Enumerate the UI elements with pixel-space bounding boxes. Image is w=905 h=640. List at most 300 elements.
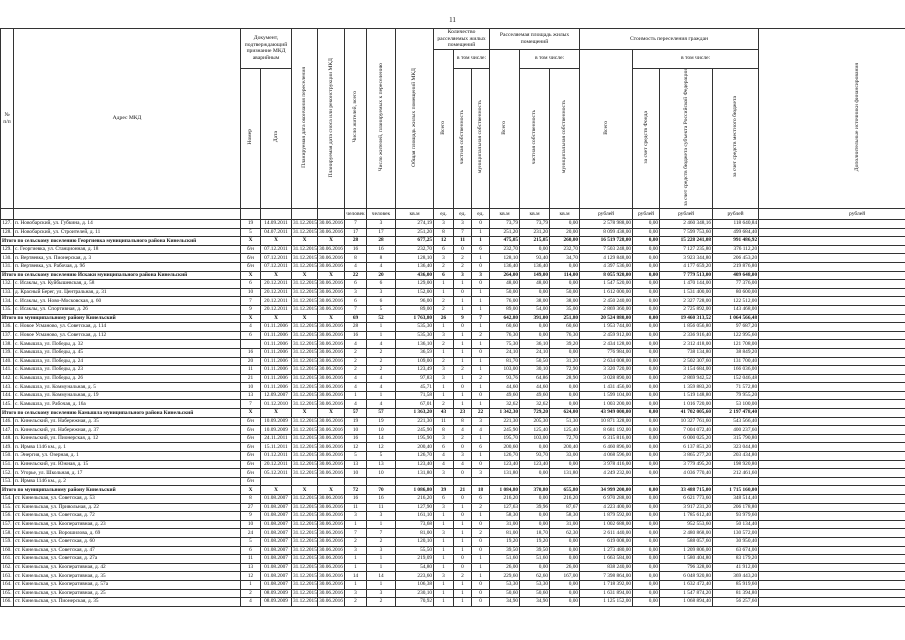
- table-row: [1, 383, 905, 392]
- cell-vl: 203 434,80: [713, 452, 759, 461]
- cell-date: 04.07.2011: [261, 228, 292, 237]
- cell-pe: 31.12.2015: [293, 555, 317, 562]
- cell-cp: 1: [454, 400, 472, 409]
- cell-v: 7 398 864,00: [580, 572, 633, 581]
- cell-doc: 4: [241, 598, 261, 607]
- cell-ta: 73,68: [396, 520, 434, 529]
- cell-sm: 260,00: [550, 237, 580, 246]
- cell-s: 128,10: [490, 254, 520, 263]
- cell-sm: 20,00: [550, 228, 580, 237]
- table-row: [1, 340, 905, 349]
- cell-vr: 15 228 241,08: [660, 237, 713, 246]
- cell-n: 161.: [2, 555, 12, 562]
- cell-vl: 206 178,80: [713, 503, 759, 512]
- cell-sp: 125,40: [520, 426, 550, 435]
- cell-cp: 1: [454, 331, 472, 340]
- cell-a: с. Исаклы, ул. Спортивная, д. 26: [14, 305, 241, 314]
- cell-vl: 71 572,80: [713, 383, 759, 392]
- cell-v: 34 999 200,00: [580, 486, 633, 495]
- cell-sp: 0,00: [520, 245, 550, 254]
- cell-vl: 97 687,20: [713, 323, 759, 332]
- cell-v: 10 871 328,00: [580, 417, 633, 426]
- table-row: [1, 555, 905, 564]
- cell-vl: 400 237,60: [713, 426, 759, 435]
- cell-c: 6: [434, 271, 454, 280]
- table-row: [1, 529, 905, 538]
- cell-pe: 31.12.2015: [293, 297, 317, 304]
- cell-s: 1 084,80: [490, 486, 520, 495]
- table-row: [1, 228, 905, 237]
- cell-vl: 206 453,20: [713, 254, 759, 263]
- cell-r2: 3: [367, 220, 396, 229]
- cell-vf: 0,00: [633, 323, 660, 332]
- cell-pe: 31.12.2015: [293, 280, 317, 287]
- cell-doc: 19: [241, 220, 261, 229]
- cell-r2: 2: [367, 357, 396, 366]
- cell-sm: 58,30: [550, 512, 580, 521]
- cell-r2: 28: [367, 237, 396, 246]
- cell-ve: [759, 434, 905, 443]
- cell-vr: 3 865 277,20: [660, 452, 713, 461]
- cell-r1: 3: [345, 589, 367, 598]
- cell-v: 4 129 848,00: [580, 254, 633, 263]
- cell-s: 229,60: [490, 572, 520, 581]
- cell-vr: 738 134,80: [660, 348, 713, 357]
- cell-vl: 1 064 566,48: [713, 314, 759, 323]
- cell-vf: 0,00: [633, 340, 660, 349]
- cell-date: 01.08.2007: [261, 572, 292, 581]
- cell-date: [261, 477, 292, 486]
- table-row: [1, 374, 905, 383]
- cell-r2: 4: [367, 340, 396, 349]
- col-count-total: Всего: [434, 49, 454, 209]
- cell-vf: 0,00: [633, 271, 660, 280]
- cell-cm: 1: [472, 340, 490, 349]
- cell-vf: 0,00: [633, 443, 660, 452]
- col-count-private: частная собственность: [454, 68, 472, 209]
- cell-r2: 52: [367, 314, 396, 323]
- cell-n: 133.: [2, 289, 12, 296]
- cell-sp: 93,70: [520, 452, 550, 461]
- cell-cm: 0: [472, 546, 490, 555]
- cell-vr: 796 328,00: [660, 563, 713, 572]
- cell-cm: 2: [472, 503, 490, 512]
- cell-pe: 31.12.2015: [293, 546, 317, 553]
- cell-v: 1 631 894,00: [580, 589, 633, 598]
- cell-r1: 72: [345, 486, 367, 495]
- cell-doc: 21: [241, 374, 261, 383]
- cell-v: 1 663 584,00: [580, 555, 633, 564]
- cell-c: 2: [434, 305, 454, 314]
- cell-sp: [520, 477, 550, 486]
- cell-sp: 62,60: [520, 572, 550, 581]
- cell-sm: 31,20: [550, 357, 580, 366]
- cell-ve: [759, 443, 905, 452]
- cell-a: п. Угорье, ул. Школьная, д. 17: [14, 469, 241, 478]
- cell-s: 103,00: [490, 366, 520, 375]
- cell-pd: 30.06.2016: [319, 383, 343, 390]
- cell-ta: 535,30: [396, 323, 434, 332]
- cell-v: 4 249 232,00: [580, 469, 633, 478]
- cell-doc: 10: [241, 520, 261, 529]
- cell-cp: 0: [454, 495, 472, 504]
- cell-ta: 245,90: [396, 426, 434, 435]
- cell-s: 75,30: [490, 340, 520, 349]
- cell-r2: 8: [367, 254, 396, 263]
- cell-r2: 17: [367, 228, 396, 237]
- cell-sp: 93,40: [520, 254, 550, 263]
- cell-ve: [759, 495, 905, 504]
- cell-vl: 212 461,60: [713, 469, 759, 478]
- cell-cp: 1: [454, 348, 472, 357]
- cell-vl: 348 514,40: [713, 495, 759, 504]
- col-residents: Число жителей, всего: [345, 29, 367, 209]
- cell-vl: 409 648,00: [713, 271, 759, 280]
- cell-a: п. Ирмва 1146 км., д. 2: [14, 477, 241, 486]
- cell-pe: 31.12.2015: [293, 289, 317, 296]
- cell-a: с. Камышла, ул. Победы, д. 23: [14, 366, 241, 375]
- cell-v: 1 612 000,00: [580, 288, 633, 297]
- subtotal-row: [1, 237, 905, 246]
- cell-cm: 1: [472, 228, 490, 237]
- cell-s: [490, 477, 520, 486]
- cell-vf: 0,00: [633, 331, 660, 340]
- cell-vf: 0,00: [633, 580, 660, 589]
- cell-cm: 0: [472, 280, 490, 289]
- cell-vl: 80 600,00: [713, 288, 759, 297]
- col-total-area: Общая площадь жилых помещений МКД: [396, 29, 434, 209]
- cell-ta: 96,00: [396, 297, 434, 306]
- cell-sp: 36,10: [520, 340, 550, 349]
- cell-date: 01.08.2007: [261, 495, 292, 504]
- cell-r2: 14: [367, 572, 396, 581]
- cell-ve: [759, 555, 905, 564]
- cell-vl: 143 468,00: [713, 305, 759, 314]
- cell-n: 134.: [2, 297, 12, 304]
- cell-r1: 16: [345, 331, 367, 340]
- cell-pd: 30.06.2016: [319, 460, 343, 467]
- cell-pe: 31.12.2015: [293, 581, 317, 588]
- cell-r2: 12: [367, 443, 396, 452]
- cell-cm: 1: [472, 323, 490, 332]
- cell-s: 264,00: [490, 271, 520, 280]
- cell-n: 150.: [2, 452, 12, 459]
- cell-r2: 3: [367, 589, 396, 598]
- cell-r2: 5: [367, 305, 396, 314]
- cell-date: 01.08.2007: [261, 580, 292, 589]
- cell-pe: 31.12.2015: [293, 357, 317, 364]
- cell-vl: 118 640,84: [713, 220, 759, 229]
- cell-cm: 0: [472, 391, 490, 400]
- cell-pd: 30.06.2016: [319, 340, 343, 347]
- cell-vr: 3 923 344,80: [660, 254, 713, 263]
- cell-cp: 1: [454, 546, 472, 555]
- cell-vf: [633, 477, 660, 486]
- cell-sp: 30,10: [520, 366, 550, 375]
- cell-r1: 28: [345, 323, 367, 332]
- cell-vl: 543 566,40: [713, 417, 759, 426]
- cell-cm: 0: [472, 220, 490, 229]
- cell-cm: 3: [472, 469, 490, 478]
- cell-n: 165.: [2, 589, 12, 596]
- cell-r1: 14: [345, 572, 367, 581]
- cell-doc: б/н: [241, 245, 261, 254]
- cell-sp: 729,20: [520, 409, 550, 418]
- cell-r1: 69: [345, 314, 367, 323]
- cell-sp: 215,05: [520, 237, 550, 246]
- cell-sm: 0,00: [550, 400, 580, 409]
- cell-v: 8 681 192,00: [580, 426, 633, 435]
- cell-vr: 1 531 400,00: [660, 288, 713, 297]
- cell-a: ст. Кинельская, ул. Советская, д. 53: [14, 495, 241, 504]
- cell-n: 144.: [2, 392, 12, 399]
- cell-n: 146.: [2, 417, 12, 424]
- cell-vf: 0,00: [633, 529, 660, 538]
- cell-r2: 11: [367, 503, 396, 512]
- cell-s: 81,70: [490, 357, 520, 366]
- cell-doc: 12: [241, 572, 261, 581]
- cell-r2: 1: [367, 520, 396, 529]
- cell-r2: 4: [367, 374, 396, 383]
- cell-ve: [759, 323, 905, 332]
- cell-s: 53,30: [490, 580, 520, 589]
- cell-pd: 30.06.2016: [319, 280, 343, 287]
- cell-r1: 17: [345, 228, 367, 237]
- cell-cp: 7: [454, 228, 472, 237]
- cell-cm: 0: [472, 262, 490, 271]
- cell-pe: 31.12.2015: [293, 392, 317, 399]
- cell-vr: 1 580 404,80: [660, 555, 713, 564]
- cell-doc: X: [241, 314, 261, 323]
- cell-date: 01.11.2006: [261, 366, 292, 375]
- cell-r1: 2: [345, 537, 367, 546]
- cell-ve: [759, 348, 905, 357]
- cell-v: 838 240,00: [580, 563, 633, 572]
- cell-a: п. Вертяевка, ул. Пионерская, д. 3: [14, 254, 241, 263]
- cell-cm: 0: [472, 348, 490, 357]
- cell-vr: 7 779 513,00: [660, 271, 713, 280]
- cell-c: 6: [434, 443, 454, 452]
- table-row: [1, 477, 905, 486]
- cell-sm: 76,30: [550, 331, 580, 340]
- cell-c: 6: [434, 245, 454, 254]
- cell-ve: [759, 280, 905, 289]
- cell-cm: 1: [472, 555, 490, 564]
- cell-ta: 67,01: [396, 400, 434, 409]
- cell-vf: 0,00: [633, 314, 660, 323]
- cell-vr: 33 488 715,00: [660, 486, 713, 495]
- cell-s: 475,05: [490, 237, 520, 246]
- cell-ve: [759, 520, 905, 529]
- cell-cm: 1: [472, 452, 490, 461]
- cell-c: 1: [434, 555, 454, 564]
- cell-date: 01.11.2006: [261, 383, 292, 392]
- cell-cp: 1: [454, 340, 472, 349]
- cell-cp: 0: [454, 469, 472, 478]
- cell-ta: 1 086,80: [396, 486, 434, 495]
- cell-ta: 152,00: [396, 288, 434, 297]
- cell-vf: 0,00: [633, 434, 660, 443]
- cell-cm: 1: [472, 400, 490, 409]
- cell-vf: 0,00: [633, 452, 660, 461]
- cell-sp: 0,00: [520, 331, 550, 340]
- cell-v: [580, 477, 633, 486]
- cell-sm: 0,00: [550, 546, 580, 555]
- cell-s: 245,90: [490, 426, 520, 435]
- cell-cp: 3: [454, 220, 472, 229]
- cell-pd: 30.06.2016: [319, 289, 343, 296]
- cell-r1: 19: [345, 417, 367, 426]
- cell-ta: 123,40: [396, 460, 434, 469]
- cell-r2: 16: [367, 495, 396, 504]
- cell-cp: 11: [454, 237, 472, 246]
- cell-s: 60,60: [490, 323, 520, 332]
- cell-ta: [396, 477, 434, 486]
- table-row: [1, 280, 905, 289]
- col-doc-date: Дата: [261, 68, 292, 209]
- subtotal-row: [1, 271, 905, 280]
- cell-sm: 60,60: [550, 323, 580, 332]
- cell-vf: 0,00: [633, 417, 660, 426]
- cell-ta: 55,50: [396, 546, 434, 555]
- cell-n: 156.: [2, 512, 12, 519]
- cell-c: 4: [434, 452, 454, 461]
- cell-ve: [759, 460, 905, 469]
- cell-vr: 1 209 806,00: [660, 546, 713, 555]
- cell-n: 155.: [2, 503, 12, 510]
- cell-ta: 123,49: [396, 366, 434, 375]
- cell-ta: 161,10: [396, 512, 434, 521]
- cell-cm: 1: [472, 305, 490, 314]
- cell-c: 3: [434, 254, 454, 263]
- cell-r1: 3: [345, 288, 367, 297]
- cell-pd: 30.06.2016: [319, 357, 343, 364]
- cell-ve: [759, 271, 905, 280]
- cell-pd: 30.06.2016: [319, 503, 343, 510]
- cell-pd: 30.06.2016: [319, 366, 343, 373]
- table-row: [1, 503, 905, 512]
- cell-pe: 31.12.2015: [293, 598, 317, 605]
- cell-n: 138.: [2, 340, 12, 347]
- cell-v: 1 953 744,00: [580, 323, 633, 332]
- table-row: [1, 537, 905, 546]
- cell-doc: 20: [241, 357, 261, 366]
- cell-vr: 6 621 773,60: [660, 495, 713, 504]
- cell-ve: [759, 366, 905, 375]
- cell-c: 1: [434, 391, 454, 400]
- cell-a: п. Ирмва 1146 км., д. 1: [14, 443, 241, 452]
- cell-ve: [759, 340, 905, 349]
- cell-ve: [759, 220, 905, 229]
- cell-cm: 1: [472, 297, 490, 306]
- cell-r1: 7: [345, 305, 367, 314]
- cell-vf: 0,00: [633, 460, 660, 469]
- cell-cm: 0: [472, 520, 490, 529]
- cell-vl: [713, 477, 759, 486]
- cell-vr: 1 359 883,20: [660, 383, 713, 392]
- cell-doc: б/н: [241, 434, 261, 443]
- cell-vf: 0,00: [633, 520, 660, 529]
- cell-ve: [759, 477, 905, 486]
- cell-vf: 0,00: [633, 220, 660, 229]
- cell-n: 154.: [2, 495, 12, 502]
- cell-r1: 7: [345, 220, 367, 229]
- cell-s: 221,30: [490, 417, 520, 426]
- cell-pd: 30.06.2016: [319, 598, 343, 605]
- cell-cm: 1: [472, 366, 490, 375]
- table-row: [1, 331, 905, 340]
- cell-r2: 20: [367, 271, 396, 280]
- cell-pd: X: [318, 486, 345, 495]
- col-count-group: Количество расселяемых жилых помещений: [434, 29, 490, 50]
- cell-r2: 3: [367, 512, 396, 521]
- cell-a: п. Кинельский, ул. Южная, д. 15: [14, 460, 241, 469]
- cell-v: 7 503 248,00: [580, 245, 633, 254]
- cell-c: 1: [434, 589, 454, 598]
- cell-v: 1 718 392,00: [580, 580, 633, 589]
- cell-a: ст. Кинельская, ул. Кооперативная, д. 25: [14, 589, 241, 598]
- cell-c: 1: [434, 580, 454, 589]
- cell-r1: [345, 477, 367, 486]
- cell-r2: 3: [367, 546, 396, 555]
- cell-vr: 1 016 720,00: [660, 400, 713, 409]
- cell-ve: [759, 305, 905, 314]
- cell-sm: 26,00: [550, 563, 580, 572]
- subtotal-title: Итого по муниципальному району Кинельский: [1, 314, 241, 323]
- cell-pe: X: [292, 237, 318, 246]
- cell-date: X: [261, 237, 292, 246]
- table-row: [1, 254, 905, 263]
- cell-ta: 106,38: [396, 580, 434, 589]
- cell-vr: 1 068 894,40: [660, 598, 713, 607]
- cell-n: 143.: [2, 383, 12, 390]
- cell-doc: 10: [241, 383, 261, 392]
- cell-n: 159.: [2, 538, 12, 545]
- table-row: [1, 323, 905, 332]
- cell-v: 1 547 520,00: [580, 280, 633, 289]
- cell-vf: 0,00: [633, 555, 660, 564]
- cell-vf: 0,00: [633, 305, 660, 314]
- cell-v: 8 099 438,00: [580, 228, 633, 237]
- cell-date: 07.12.2011: [261, 262, 292, 271]
- cell-n: 129.: [2, 246, 12, 253]
- cell-vr: [660, 477, 713, 486]
- cell-cp: 1: [454, 598, 472, 607]
- cell-a: п. Вертяевка, ул. Рабочая, д. 9б: [14, 262, 241, 271]
- cell-vr: 1 470 144,00: [660, 280, 713, 289]
- cell-r2: [367, 477, 396, 486]
- col-area-private: частная собственность: [520, 68, 550, 209]
- cell-n: 152.: [2, 469, 12, 476]
- cell-c: 43: [434, 409, 454, 418]
- cell-vr: 6 048 920,80: [660, 572, 713, 581]
- cell-v: 2 634 008,00: [580, 357, 633, 366]
- cell-r2: 4: [367, 400, 396, 409]
- cell-r1: 6: [345, 297, 367, 306]
- cell-a: ст. Кинельская, ул. Пионерская, д. 35: [14, 598, 241, 607]
- cell-sm: 0,00: [550, 348, 580, 357]
- cell-sm: 125,40: [550, 426, 580, 435]
- cell-ta: 1 363,20: [396, 409, 434, 418]
- table-row: [1, 434, 905, 443]
- cell-pd: 30.06.2016: [319, 246, 343, 253]
- cell-n: 151.: [2, 460, 12, 467]
- cell-pd: 30.06.2016: [319, 521, 343, 528]
- cell-doc: 1: [241, 580, 261, 589]
- table-body: [1, 220, 905, 607]
- cell-cm: 0: [472, 580, 490, 589]
- cell-r2: 1: [367, 331, 396, 340]
